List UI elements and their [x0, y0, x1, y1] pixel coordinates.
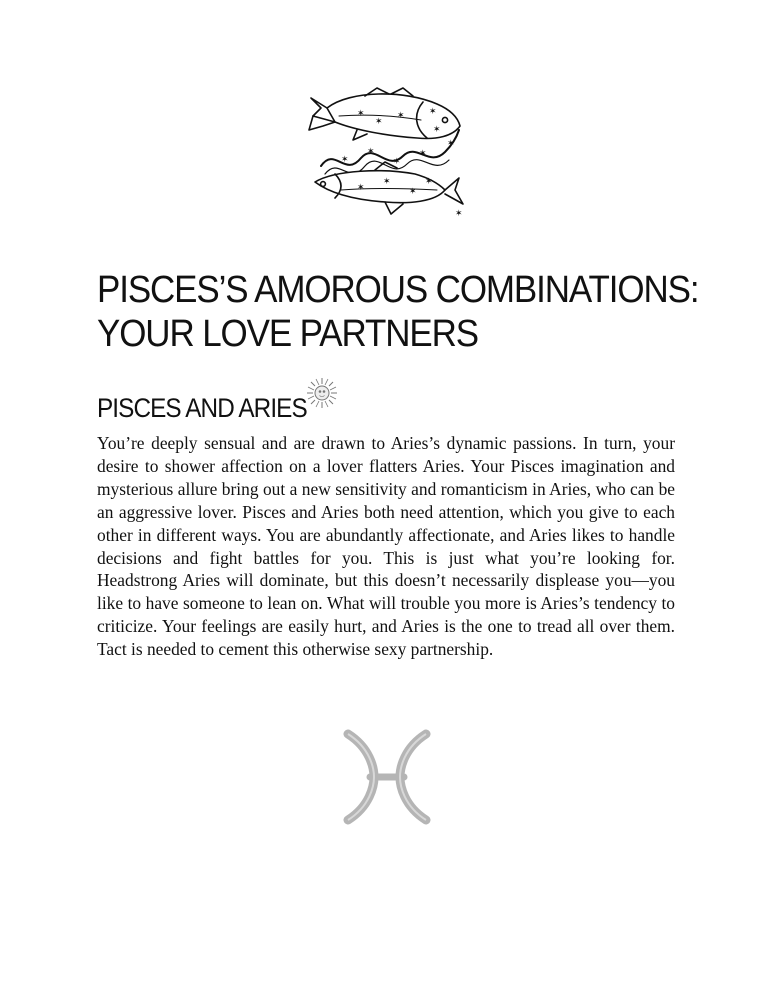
- svg-text:✶: ✶: [447, 139, 455, 149]
- svg-text:✶: ✶: [367, 147, 375, 157]
- pisces-fish-pair-icon: [305, 86, 465, 222]
- svg-text:✶: ✶: [357, 183, 365, 193]
- section-heading-text: PISCES AND ARIES: [97, 393, 307, 423]
- svg-text:✶: ✶: [341, 155, 349, 165]
- chapter-title: [97, 268, 699, 356]
- svg-text:✶: ✶: [425, 177, 433, 187]
- svg-text:✶: ✶: [433, 125, 441, 135]
- chapter-title-line-1: PISCES’S AMOROUS COMBINATIONS:: [97, 269, 699, 311]
- svg-text:✶: ✶: [429, 107, 437, 117]
- svg-text:✶: ✶: [357, 109, 365, 119]
- chapter-title-line-2: YOUR LOVE PARTNERS: [97, 313, 478, 355]
- svg-text:✶: ✶: [375, 117, 383, 127]
- svg-text:✶: ✶: [393, 157, 401, 167]
- section-body-paragraph: You’re deeply sensual and are drawn to Aries’s dynamic passions. In turn, your desire to shower affection on a lover flatters Aries. Your Pisces imagination and mysterious allure bring out a new sensitivity and romanticism in Aries, who can be an aggressive lover. Pisces and Aries both need attention, which you give to each other in different ways. You are abundantly affectionate, and Aries likes to handle decisions and fight battles for you. This is just what you’re looking for. Headstrong Aries will dominate, but this doesn’t necessarily displease you—you like to have someone to lean on. What will trouble you more is Aries’s tendency to criticize. Your feelings are easily hurt, and Aries is the one to tread all over them. Tact is needed to cement this otherwise sexy partnership.: [97, 433, 675, 660]
- svg-text:✶: ✶: [409, 187, 417, 197]
- svg-text:✶: ✶: [419, 149, 427, 159]
- svg-text:✶: ✶: [455, 209, 463, 219]
- svg-text:✶: ✶: [383, 177, 391, 187]
- sun-icon: [305, 376, 339, 410]
- svg-text:✶: ✶: [397, 111, 405, 121]
- section-heading: [97, 392, 330, 424]
- pisces-glyph-icon: [340, 728, 434, 826]
